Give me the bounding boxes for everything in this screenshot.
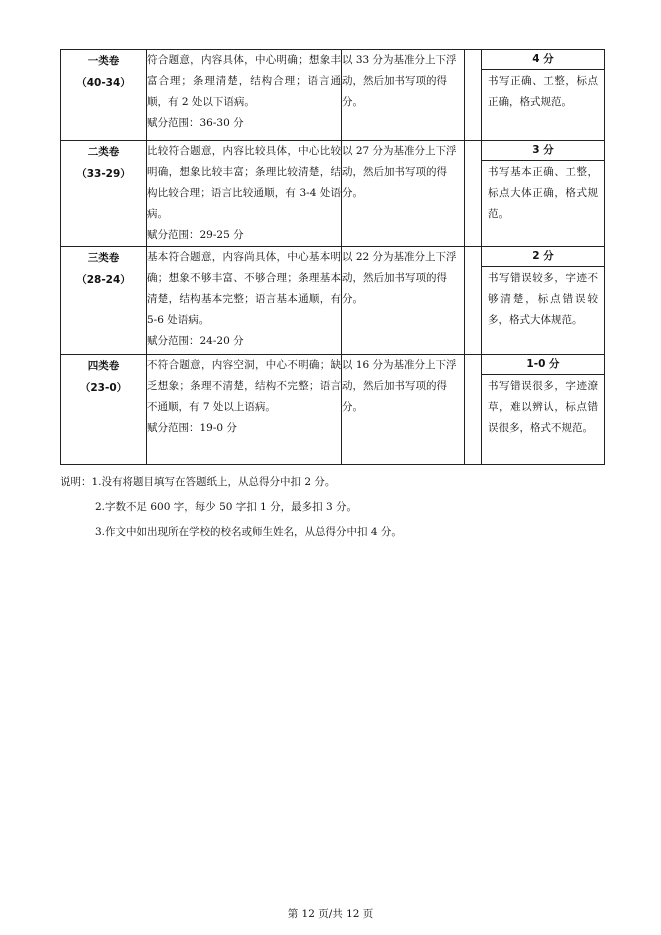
content-criteria-cell	[147, 355, 342, 465]
grade-name: 一类卷	[87, 55, 120, 67]
base-score-text: 以 22 分为基准分上下浮动，然后加书写项的得分。	[342, 251, 457, 305]
grade-cell	[61, 247, 147, 355]
grade-name: 三类卷	[87, 252, 120, 264]
score-range-text: 赋分范围：29-25 分	[147, 229, 244, 241]
score-range-text: 赋分范围：19-0 分	[147, 422, 237, 434]
writing-criteria-text: 书写错误很多，字迹潦草，难以辨认，标点错误很多，格式不规范。	[488, 380, 598, 434]
writing-cell	[482, 247, 605, 355]
writing-criteria-text: 书写基本正确、工整，标点大体正确，格式规范。	[488, 166, 598, 220]
column-spacer	[465, 50, 482, 141]
grade-cell	[61, 141, 147, 247]
content-criteria-text: 符合题意，内容具体，中心明确；想象丰富合理；条理清楚，结构合理；语言通顺，有 2 处以下语病。	[147, 54, 341, 108]
content-criteria-cell	[147, 50, 342, 141]
content-criteria-text: 比较符合题意，内容比较具体，中心比较明确，想象比较丰富；条理比较清楚，结构比较合理；语言比较通顺，有 3-4 处语病。	[147, 145, 341, 220]
scoring-notes	[60, 470, 620, 545]
base-score-cell	[342, 247, 465, 355]
base-score-cell	[342, 50, 465, 141]
content-criteria-text: 不符合题意，内容空洞，中心不明确；缺乏想象；条理不清楚，结构不完整；语言不通顺，有 7 处以上语病。	[147, 359, 341, 413]
score-range-text: 赋分范围：36-30 分	[147, 117, 244, 129]
grade-range: （40-34）	[76, 77, 131, 89]
grade-range: （28-24）	[76, 274, 131, 286]
grade-name: 二类卷	[87, 146, 120, 158]
note-item: 说明：1.没有将题目填写在答题纸上，从总得分中扣 2 分。	[60, 476, 336, 488]
content-criteria-cell	[147, 141, 342, 247]
grade-cell	[61, 355, 147, 465]
base-score-cell	[342, 141, 465, 247]
base-score-text: 以 27 分为基准分上下浮动，然后加书写项的得分。	[342, 145, 457, 199]
rubric-row-grade-4	[61, 355, 605, 465]
base-score-text: 以 16 分为基准分上下浮动，然后加书写项的得分。	[342, 359, 457, 413]
score-range-text: 赋分范围：24-20 分	[147, 335, 244, 347]
content-criteria-text: 基本符合题意，内容尚具体，中心基本明确；想象不够丰富、不够合理；条理基本清楚，结构基本完整；语言基本通顺，有 5-6 处语病。	[147, 251, 341, 326]
writing-score: 3 分	[482, 141, 604, 161]
note-item: 2.字数不足 600 字，每少 50 字扣 1 分，最多扣 3 分。	[95, 501, 357, 513]
writing-score: 2 分	[482, 247, 604, 267]
base-score-text: 以 33 分为基准分上下浮动，然后加书写项的得分。	[342, 54, 457, 108]
writing-criteria-text: 书写正确、工整，标点正确，格式规范。	[488, 75, 598, 108]
content-criteria-cell	[147, 247, 342, 355]
writing-cell	[482, 50, 605, 141]
writing-cell	[482, 141, 605, 247]
grade-name: 四类卷	[87, 360, 120, 372]
rubric-row-grade-2	[61, 141, 605, 247]
grade-cell	[61, 50, 147, 141]
column-spacer	[465, 141, 482, 247]
base-score-cell	[342, 355, 465, 465]
grade-range: （33-29）	[76, 168, 131, 180]
writing-cell	[482, 355, 605, 465]
column-spacer	[465, 355, 482, 465]
rubric-row-grade-3	[61, 247, 605, 355]
writing-criteria-text: 书写错误较多，字迹不够清楚，标点错误较多，格式大体规范。	[488, 272, 598, 326]
writing-score: 4 分	[482, 50, 604, 70]
rubric-row-grade-1	[61, 50, 605, 141]
grading-rubric-table	[60, 49, 605, 465]
note-item: 3.作文中如出现所在学校的校名或师生姓名，从总得分中扣 4 分。	[95, 526, 402, 538]
grade-range: （23-0）	[79, 382, 128, 394]
page-number: 第 12 页/共 12 页	[287, 908, 374, 920]
writing-score: 1-0 分	[482, 355, 604, 375]
column-spacer	[465, 247, 482, 355]
